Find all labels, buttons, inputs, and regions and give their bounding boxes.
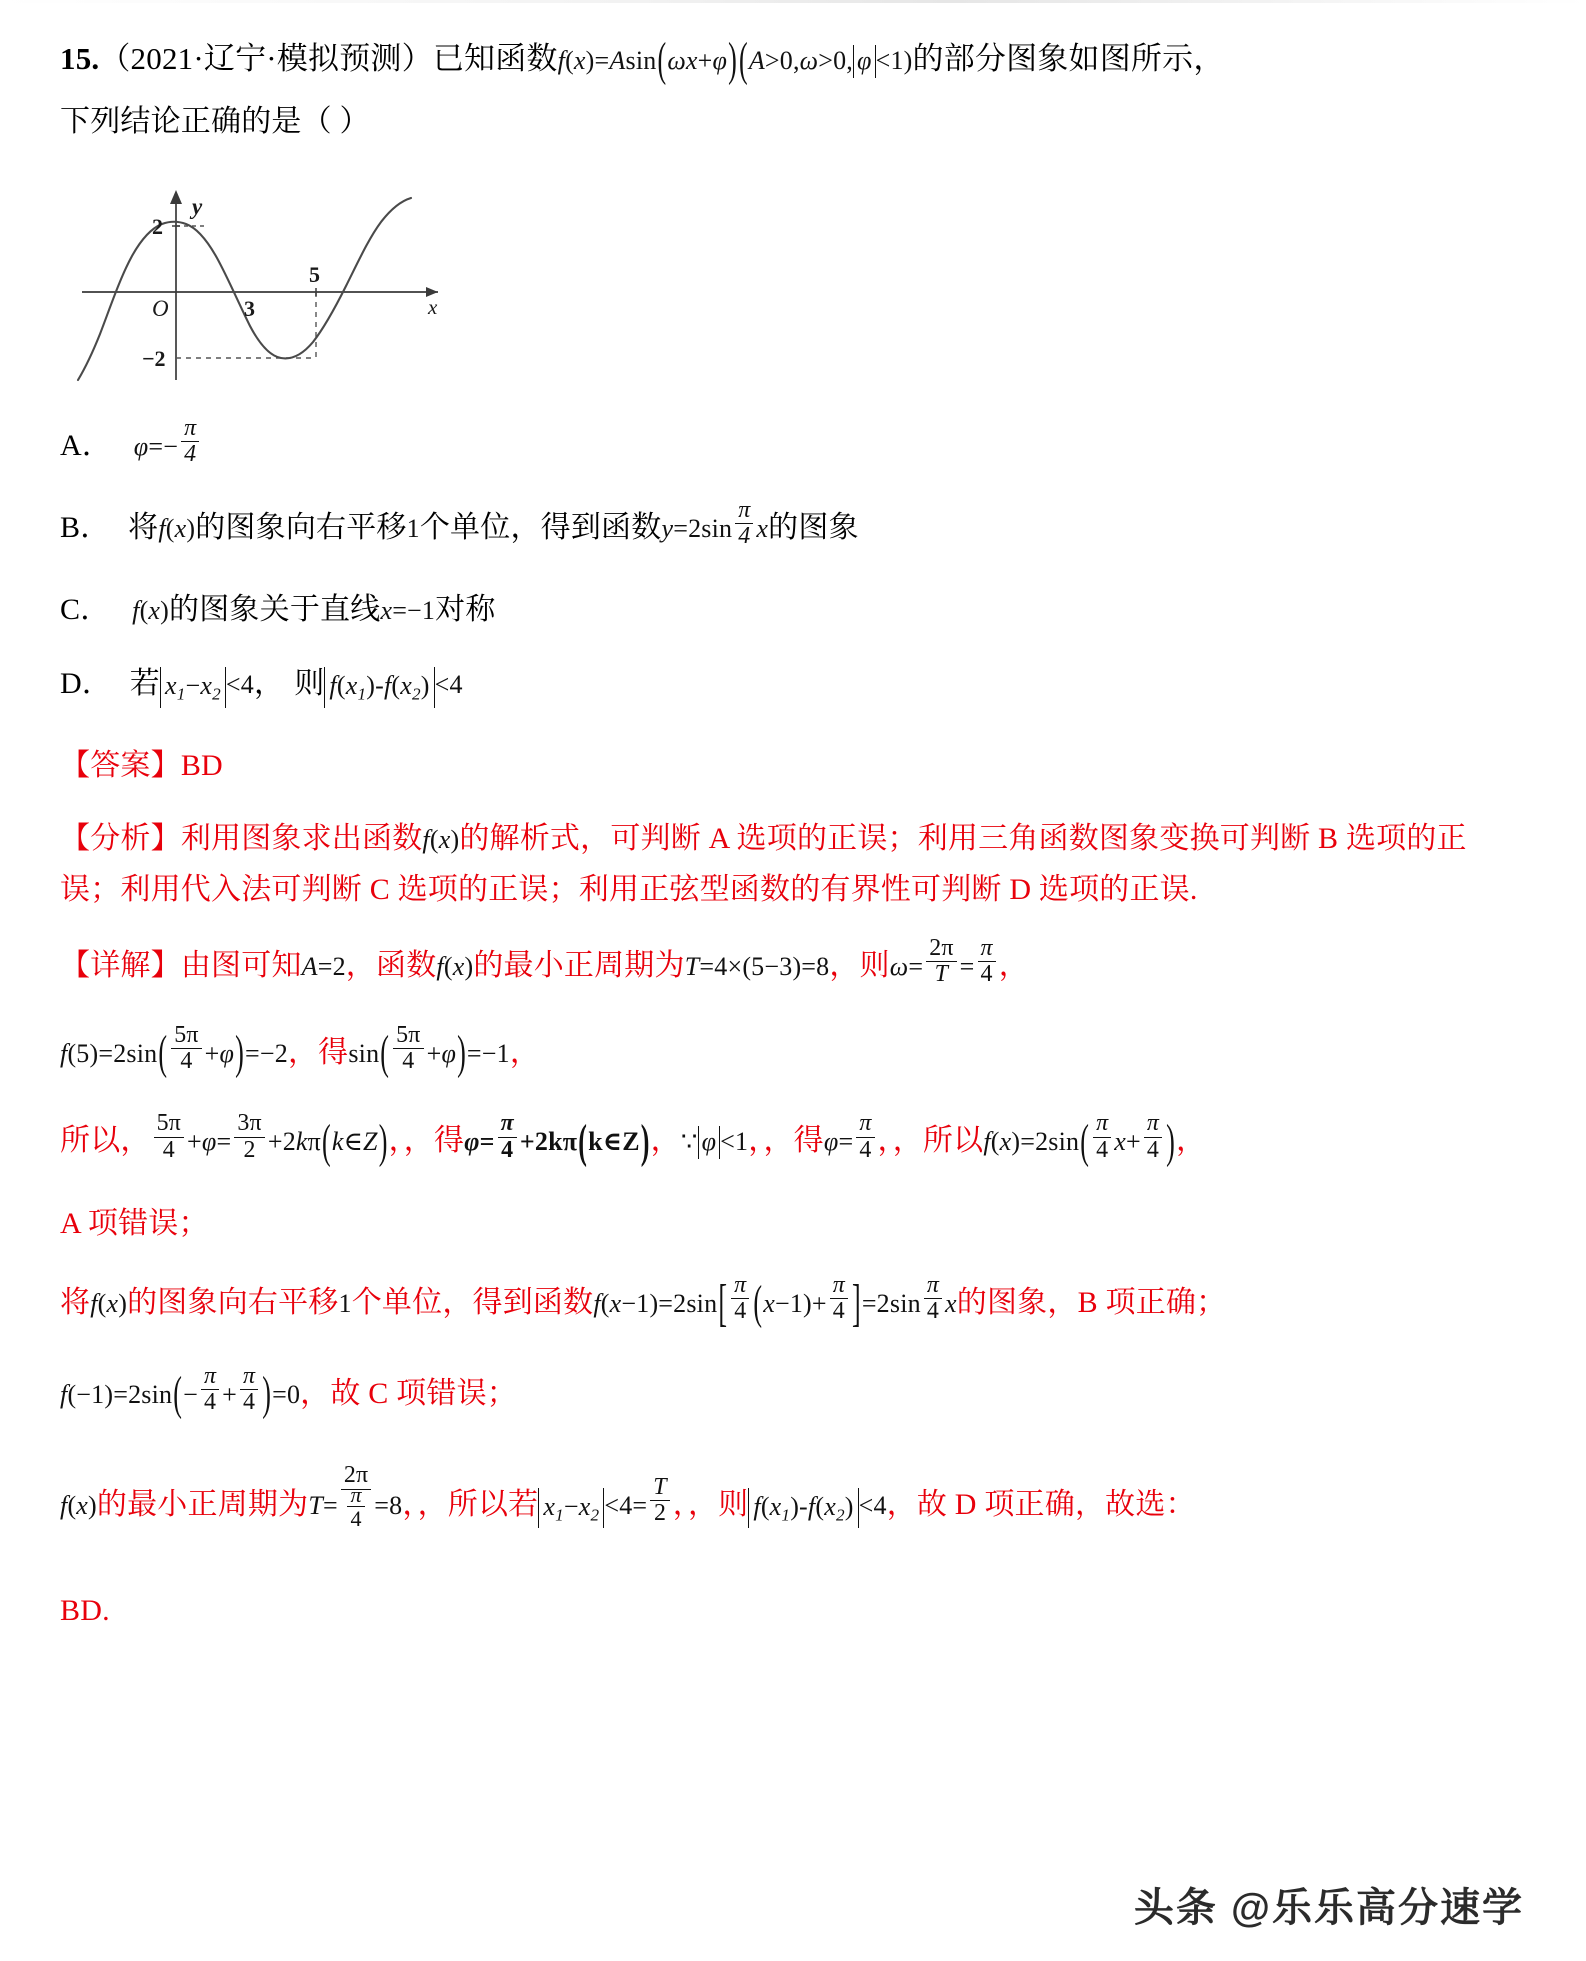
option-d-text-3: 则 bbox=[294, 667, 325, 701]
sol-phase-eq: $\frac{5\pi}{4}$ +φ= $\frac{3\pi}{2}$ +2kπ(k∈Z) bbox=[151, 1127, 389, 1156]
sol-l5-t1: 将 bbox=[60, 1285, 91, 1319]
label-y-minus2: −2 bbox=[142, 346, 166, 372]
analysis-text-3: 换可判断 B 选项的正误；利用代入法可判断 C 选项的正误；利用正弦型函数的有界性可 bbox=[60, 821, 1467, 907]
sol-l5-one: 1 bbox=[338, 1288, 352, 1318]
sol-l1-t1: 由图可知 bbox=[180, 948, 302, 982]
sol-l1-t2: ，函数 bbox=[345, 948, 437, 982]
sol-period-calc: T= $\frac{2\pi}{\frac{\pi}{4}}$ =8 bbox=[308, 1462, 403, 1532]
sol-l7-sep2: ， bbox=[672, 1487, 688, 1521]
sol-l1-t5: ， bbox=[998, 948, 1029, 982]
solution-line-3 bbox=[60, 1110, 1500, 1170]
sol-phi-general: φ= $\frac{\pi}{4}$ +2kπ(k∈Z) bbox=[464, 1110, 650, 1168]
sol-l3-sep2: ， bbox=[650, 1124, 681, 1158]
sol-l5-t2: 的图象向右平移 bbox=[127, 1285, 339, 1319]
option-b-one: 1 bbox=[406, 514, 420, 544]
page-top-edge bbox=[0, 0, 1586, 3]
sol-l7-fx: f(x) bbox=[60, 1490, 97, 1520]
answer-line bbox=[60, 742, 1500, 791]
sol-omega-formula: ω= $\frac{2\pi}{T}$ = $\frac{\pi}{4}$ bbox=[890, 952, 999, 981]
option-c[interactable] bbox=[60, 587, 1500, 634]
sol-phi-value: φ= $\frac{\pi}{4}$ bbox=[824, 1127, 878, 1156]
sol-l3-t4: ，得 bbox=[763, 1124, 824, 1158]
label-y-axis: y bbox=[192, 194, 203, 220]
question-number: 15. bbox=[60, 41, 100, 76]
analysis-text-4: 判断 D 选项的正误. bbox=[941, 873, 1198, 907]
question-text-2: 的部分图象如图所示， bbox=[912, 41, 1225, 76]
option-d[interactable] bbox=[60, 661, 1500, 708]
answer-tag: 【答案】 bbox=[60, 748, 181, 782]
sol-l3-t2: ，得 bbox=[403, 1124, 465, 1158]
question-text-1: 已知函数 bbox=[432, 41, 558, 76]
option-d-formula-2: $f(x_1)-f(x_2) <4$ bbox=[324, 670, 462, 699]
label-origin: O bbox=[152, 296, 169, 322]
sol-phi-bound: ∵ φ <1 bbox=[681, 1127, 748, 1156]
question-stem bbox=[60, 32, 1500, 87]
sol-l3-t5: ，所以 bbox=[892, 1124, 984, 1158]
sol-period-formula: T=4×(5−3)=8 bbox=[684, 951, 830, 981]
sol-l7-sep1: ， bbox=[402, 1487, 418, 1521]
solution-line-2 bbox=[60, 1021, 1500, 1082]
option-c-text-2: 对称 bbox=[435, 592, 496, 626]
solution-line-1 bbox=[60, 934, 1500, 995]
solution-line-5 bbox=[60, 1271, 1500, 1332]
option-a[interactable] bbox=[60, 415, 1500, 475]
y-axis-arrow bbox=[170, 190, 182, 204]
sol-l7-t2: ，所以若 bbox=[417, 1487, 539, 1521]
option-a-label: A． bbox=[60, 429, 113, 463]
sol-l7-t1: 的最小正周期为 bbox=[96, 1487, 309, 1521]
option-b-fx: f(x) bbox=[158, 514, 196, 544]
sol-f-minus1: f(−1)=2sin(− $\frac{\pi}{4}$ + $\frac{\pi}{4}$ )=0 bbox=[60, 1362, 301, 1420]
label-x-axis: x bbox=[428, 295, 438, 320]
sine-curve-path bbox=[78, 198, 411, 380]
sol-shift-formula: f(x−1)=2sin[ $\frac{\pi}{4}$ (x−1)+ $\frac{\pi}{4}$ ]=2sin $\frac{\pi}{4}$ x bbox=[593, 1271, 957, 1332]
label-x-3: 3 bbox=[244, 296, 255, 322]
solution-line-8: BD. bbox=[60, 1593, 110, 1627]
option-c-label: C． bbox=[60, 592, 111, 626]
sol-l1-t3: 的最小正周期为 bbox=[473, 948, 685, 982]
option-b-text-1: 将 bbox=[128, 511, 159, 545]
solution-line-6 bbox=[60, 1362, 1500, 1423]
option-d-label: D． bbox=[60, 667, 113, 701]
sol-l2-t1: ，得 bbox=[287, 1035, 349, 1069]
solution-line-4: A 项错误； bbox=[60, 1207, 209, 1241]
question-stem-line2: 下列结论正确的是（ ） bbox=[60, 104, 370, 138]
sol-f5-formula: f(5)=2sin( $\frac{5\pi}{4}$ +φ)=−2 bbox=[60, 1021, 288, 1079]
sol-A-equals-2: A=2 bbox=[301, 951, 346, 981]
analysis-text-2: 的解析式，可判断 A 选项的正误；利用三角函数图象变 bbox=[459, 821, 1190, 855]
analysis-tag: 【分析】 bbox=[60, 821, 181, 855]
sol-l6-t1: ，故 C 项错误； bbox=[300, 1376, 517, 1410]
sol-l7-t3: ，则 bbox=[687, 1487, 749, 1521]
sol-fx-final: f(x)=2sin( $\frac{\pi}{4}$ x+ $\frac{\pi}{4}$ ) bbox=[983, 1110, 1175, 1168]
sine-graph-figure bbox=[66, 174, 466, 389]
stem-formula: f(x)=Asin(ωx+φ)(A>0,ω>0, φ <1) bbox=[557, 32, 913, 87]
sol-l5-t3: 个单位，得到函数 bbox=[351, 1285, 594, 1319]
option-b-text-3: 个单位，得到函数 bbox=[419, 511, 662, 545]
option-d-text-2: ， bbox=[254, 667, 285, 701]
label-x-5: 5 bbox=[309, 262, 320, 288]
sol-sin-formula: sin( $\frac{5\pi}{4}$ +φ)=−1 bbox=[348, 1021, 510, 1079]
option-b-formula: y=2sin $\frac{\pi}{4}$ x bbox=[661, 496, 769, 550]
answer-value: BD bbox=[180, 748, 223, 782]
sol-l1-t4: ，则 bbox=[829, 948, 890, 982]
question-source: （2021·辽宁·模拟预测） bbox=[99, 41, 433, 76]
analysis-block bbox=[60, 813, 1500, 916]
option-c-text-1: 的图象关于直线 bbox=[169, 592, 381, 626]
sol-l1-fx: f(x) bbox=[436, 951, 474, 981]
sol-l3-t6: ， bbox=[1175, 1124, 1207, 1158]
sine-curve-svg bbox=[66, 174, 466, 389]
sol-l3-sep3: ， bbox=[748, 1124, 764, 1158]
option-b[interactable] bbox=[60, 496, 1500, 557]
option-b-text-2: 的图象向右平移 bbox=[195, 511, 407, 545]
sol-l3-t1: 所以， bbox=[60, 1124, 151, 1158]
watermark: 头条 @乐乐高分速学 bbox=[1133, 1886, 1524, 1930]
option-b-label: B． bbox=[60, 511, 111, 545]
sol-l5-t4: 的图象，B 项正确； bbox=[956, 1285, 1227, 1319]
sol-l7-ineq-1: $x_1-x_2 <4=$ $\frac{T}{2}$ bbox=[538, 1491, 672, 1520]
sol-l2-t2: ， bbox=[509, 1035, 541, 1069]
option-a-formula: φ=− $\frac{\pi}{4}$ bbox=[134, 432, 203, 461]
analysis-fx: f(x) bbox=[422, 824, 460, 854]
sol-l3-t2-sep: ， bbox=[388, 1124, 404, 1158]
label-y-2: 2 bbox=[152, 214, 163, 240]
option-c-fx: f(x) bbox=[132, 595, 170, 625]
option-d-formula-1: $x_1-x_2 <4$ bbox=[160, 670, 254, 699]
option-d-text-1: 若 bbox=[129, 667, 160, 701]
option-b-text-4: 的图象 bbox=[768, 511, 859, 545]
sol-l5-fx: f(x) bbox=[90, 1288, 128, 1318]
solution-tag: 【详解】 bbox=[60, 948, 181, 982]
analysis-text-1: 利用图象求出函数 bbox=[180, 821, 423, 855]
document-content bbox=[60, 34, 1500, 1649]
sol-l3-sep4: ， bbox=[877, 1124, 893, 1158]
sol-l7-ineq-2: $f(x_1)-f(x_2) <4$ bbox=[748, 1491, 886, 1520]
option-c-formula: x=−1 bbox=[380, 595, 436, 625]
sol-l7-t4: ，故 D 项正确，故选： bbox=[886, 1487, 1196, 1521]
solution-line-7 bbox=[60, 1462, 1500, 1545]
